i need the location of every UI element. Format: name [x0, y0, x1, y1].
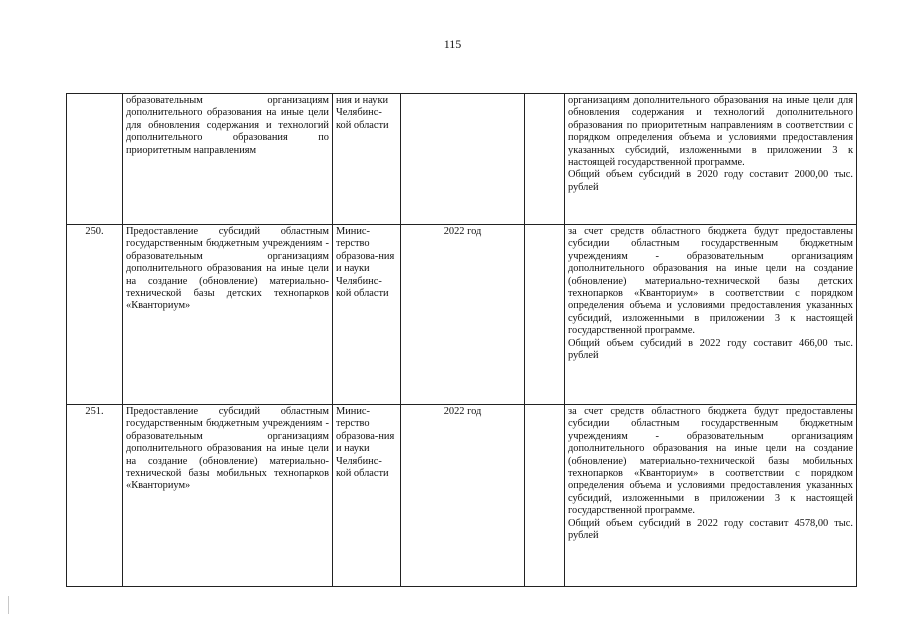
expected-result: [565, 405, 857, 587]
expected-result: [565, 94, 857, 225]
period: 2022 год: [401, 225, 525, 405]
row-number: 250.: [67, 225, 123, 405]
scan-artifact: [8, 596, 9, 614]
page-number: 115: [443, 37, 462, 51]
row-number: 251.: [67, 405, 123, 587]
table-row: [67, 405, 857, 587]
result-text: за счет средств областного бюджета будут предоставлены субсидии областным государственным бюджетным учреждениям - образовательным организациям дополнительного образования на иные цели на создание (обновление) материально-технической базы мобильных технопарков «Кванториум» в соответствии с порядком определения объема и условиями предоставления указанных субсидий, изложенными в приложении 3 к настоящей государственной программе.: [568, 406, 853, 517]
empty-cell: [525, 94, 565, 225]
result-text: организациям дополнительного образования на иные цели для обновления содержания и технологий дополнительного образования по приоритетным направлениям в соответствии с порядком определения объема и условиями предоставления указанных субсидий, изложенными в приложении 3 к настоящей государственной программе.: [568, 95, 853, 169]
activity-name: Предоставление субсидий областным государственным бюджетным учреждениям - образовательным организациям дополнительного образования на иные цели на создание (обновление) материально-технической базы мобильных технопарков «Кванториум»: [123, 405, 333, 587]
expected-result: [565, 225, 857, 405]
activity-name: образовательным организациям дополнительного образования на иные цели для обновления содержания и технологий дополнительного образования по приоритетным направлениям: [123, 94, 333, 225]
result-total: Общий объем субсидий в 2022 году составит 466,00 тыс. рублей: [568, 337, 853, 362]
table-row: [67, 225, 857, 405]
empty-cell: [525, 225, 565, 405]
executor: Минис-терство образова-ния и науки Челябинс-кой области: [333, 405, 401, 587]
table-row: [67, 94, 857, 225]
result-total: Общий объем субсидий в 2020 году составит 2000,00 тыс. рублей: [568, 169, 853, 193]
result-text: за счет средств областного бюджета будут предоставлены субсидии областным государственным бюджетным учреждениям - образовательным организациям дополнительного образования на иные цели на создание (обновление) материально-технической базы детских технопарков «Кванториум» в соответствии с порядком определения объема и условиями предоставления указанных субсидий, изложенными в приложении 3 к настоящей государственной программе.: [568, 226, 853, 337]
period: [401, 94, 525, 225]
empty-cell: [525, 405, 565, 587]
program-activities-table: [66, 93, 857, 587]
activity-name: Предоставление субсидий областным государственным бюджетным учреждениям - образовательным организациям дополнительного образования на иные цели на создание (обновление) материально-технической базы детских технопарков «Кванториум»: [123, 225, 333, 405]
row-number: [67, 94, 123, 225]
executor: Минис-терство образова-ния и науки Челябинс-кой области: [333, 225, 401, 405]
period: 2022 год: [401, 405, 525, 587]
result-total: Общий объем субсидий в 2022 году составит 4578,00 тыс. рублей: [568, 517, 853, 542]
executor: ния и науки Челябинс-кой области: [333, 94, 401, 225]
